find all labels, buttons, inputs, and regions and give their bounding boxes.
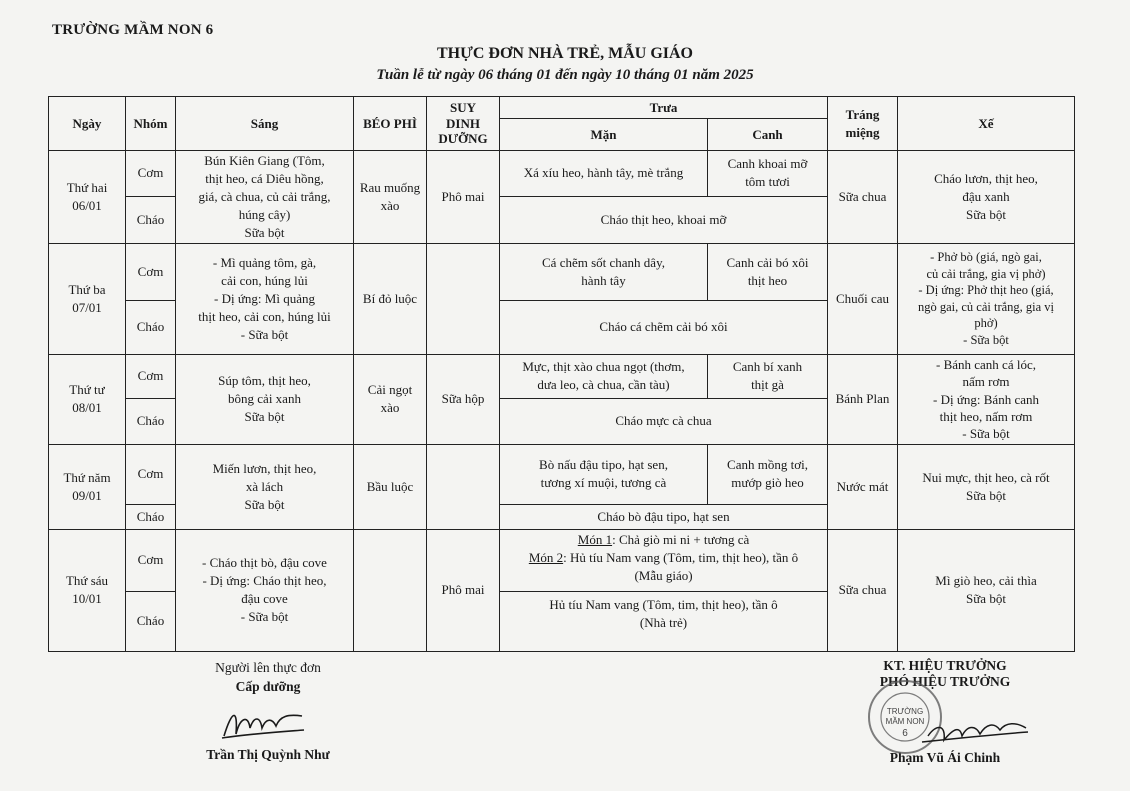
suy-dd-cell: Phô mai (427, 529, 500, 651)
breakfast-cell: - Cháo thịt bò, đậu cove - Dị ứng: Cháo thịt heo, đậu cove - Sữa bột (176, 529, 354, 651)
group-com: Cơm (126, 444, 176, 504)
header-trang-mieng: Tráng miệng (828, 97, 898, 151)
lunch-canh-cell: Canh mồng tơi, mướp giò heo (708, 444, 828, 504)
snack-cell: - Bánh canh cá lóc, nấm rơm - Dị ứng: Bánh canh thịt heo, nấm rơm - Sữa bột (898, 354, 1075, 444)
svg-text:TRƯỜNG: TRƯỜNG (886, 707, 924, 716)
group-chao: Cháo (126, 504, 176, 529)
group-com: Cơm (126, 243, 176, 300)
cook-name: Trần Thị Quỳnh Như (206, 747, 330, 762)
snack-cell: Mì giò heo, cải thìa Sữa bột (898, 529, 1075, 651)
group-chao: Cháo (126, 196, 176, 243)
dessert-cell: Chuối cau (828, 243, 898, 354)
day-label: Thứ năm 09/01 (49, 444, 126, 529)
mon1-label: Món 1 (577, 531, 613, 547)
header-man: Mặn (500, 119, 708, 151)
suy-dd-cell (427, 243, 500, 354)
day-label: Thứ ba 07/01 (49, 243, 126, 354)
lunch-chao-cell: Cháo cá chẽm cải bó xôi (500, 300, 828, 354)
menu-table (48, 96, 1075, 652)
suy-dd-cell: Sữa hộp (427, 354, 500, 444)
dessert-cell: Nước mát (828, 444, 898, 529)
snack-cell: - Phở bò (giá, ngò gai, củ cải trắng, gia vị phở) - Dị ứng: Phở thịt heo (giá, ngò gai, củ cải trắng, gia vị phở) - Sữa bột (898, 243, 1075, 354)
principal-title: KT. HIỆU TRƯỞNG (883, 658, 1007, 673)
lunch-canh-cell: Canh cải bó xôi thịt heo (708, 243, 828, 300)
principal-name: Phạm Vũ Ái Chinh (889, 750, 1001, 765)
breakfast-cell: Súp tôm, thịt heo, bông cải xanh Sữa bột (176, 354, 354, 444)
group-com: Cơm (126, 529, 176, 591)
svg-text:MẦM NON: MẦM NON (885, 717, 925, 726)
beo-phi-cell: Rau muống xào (354, 151, 427, 244)
breakfast-cell: Bún Kiên Giang (Tôm, thịt heo, cá Diêu hồng, giá, cà chua, củ cải trắng, húng cây) Sữa bột (176, 151, 354, 244)
beo-phi-cell (354, 529, 427, 651)
snack-cell: Nui mực, thịt heo, cà rốt Sữa bột (898, 444, 1075, 529)
lunch-com-cell (500, 529, 828, 591)
lunch-man-cell: Xá xíu heo, hành tây, mè trắng (500, 151, 708, 197)
breakfast-cell: - Mì quảng tôm, gà, cải con, húng lủi - Dị ứng: Mì quảng thịt heo, cải con, húng lủi - Sữa bột (176, 243, 354, 354)
header-trua: Trưa (500, 97, 828, 119)
school-name: TRƯỜNG MẦM NON 6 (52, 22, 214, 38)
header-beo-phi: BÉO PHÌ (354, 97, 427, 151)
lunch-chao-cell: Hủ tíu Nam vang (Tôm, tim, thịt heo), tần ô (Nhà trẻ) (500, 591, 828, 651)
svg-text:6: 6 (902, 728, 908, 739)
beo-phi-cell: Cải ngọt xào (354, 354, 427, 444)
day-label: Thứ sáu 10/01 (49, 529, 126, 651)
group-chao: Cháo (126, 591, 176, 651)
suy-dd-cell: Phô mai (427, 151, 500, 244)
dessert-cell: Sữa chua (828, 151, 898, 244)
day-label: Thứ hai 06/01 (49, 151, 126, 244)
lunch-canh-cell: Canh bí xanh thịt gà (708, 354, 828, 398)
lunch-man-cell: Cá chẽm sốt chanh dây, hành tây (500, 243, 708, 300)
header-nhom: Nhóm (126, 97, 176, 151)
lunch-chao-cell: Cháo mực cà chua (500, 398, 828, 444)
mon2-label: Món 2 (528, 549, 564, 565)
suy-dd-cell (427, 444, 500, 529)
header-sang: Sáng (176, 97, 354, 151)
header-ngay: Ngày (49, 97, 126, 151)
cook-caption: Người lên thực đơn (215, 660, 321, 675)
beo-phi-cell: Bí đỏ luộc (354, 243, 427, 354)
group-chao: Cháo (126, 398, 176, 444)
group-com: Cơm (126, 354, 176, 398)
principal-signature-icon (920, 712, 1030, 748)
dessert-cell: Sữa chua (828, 529, 898, 651)
lunch-man-cell: Mực, thịt xào chua ngọt (thơm, dưa leo, cà chua, cần tàu) (500, 354, 708, 398)
mon1-text: : Chả giò mi ni + tương cà (612, 531, 750, 547)
lunch-chao-cell: Cháo bò đậu tipo, hạt sen (500, 504, 828, 529)
header-suy-dinh-duong: SUY DINH DƯỠNG (427, 97, 500, 151)
cook-signature-icon (218, 706, 308, 742)
principal-role: PHÓ HIỆU TRƯỞNG (879, 674, 1011, 689)
lunch-chao-cell: Cháo thịt heo, khoai mỡ (500, 196, 828, 243)
snack-cell: Cháo lươn, thịt heo, đậu xanh Sữa bột (898, 151, 1075, 244)
lunch-man-cell: Bò nấu đậu tipo, hạt sen, tương xí muội, tương cà (500, 444, 708, 504)
group-com: Cơm (126, 151, 176, 197)
mon2-text: : Hủ tíu Nam vang (Tôm, tim, thịt heo), tần ô (Mẫu giáo) (563, 549, 799, 583)
beo-phi-cell: Bầu luộc (354, 444, 427, 529)
header-xe: Xế (898, 97, 1075, 151)
header-canh: Canh (708, 119, 828, 151)
menu-subtitle: Tuần lễ từ ngày 06 tháng 01 đến ngày 10 tháng 01 năm 2025 (376, 67, 754, 83)
group-chao: Cháo (126, 300, 176, 354)
breakfast-cell: Miến lươn, thịt heo, xà lách Sữa bột (176, 444, 354, 529)
menu-title: THỰC ĐƠN NHÀ TRẺ, MẪU GIÁO (436, 45, 693, 62)
dessert-cell: Bánh Plan (828, 354, 898, 444)
cook-role: Cấp dưỡng (235, 679, 301, 694)
lunch-canh-cell: Canh khoai mỡ tôm tươi (708, 151, 828, 197)
day-label: Thứ tư 08/01 (49, 354, 126, 444)
